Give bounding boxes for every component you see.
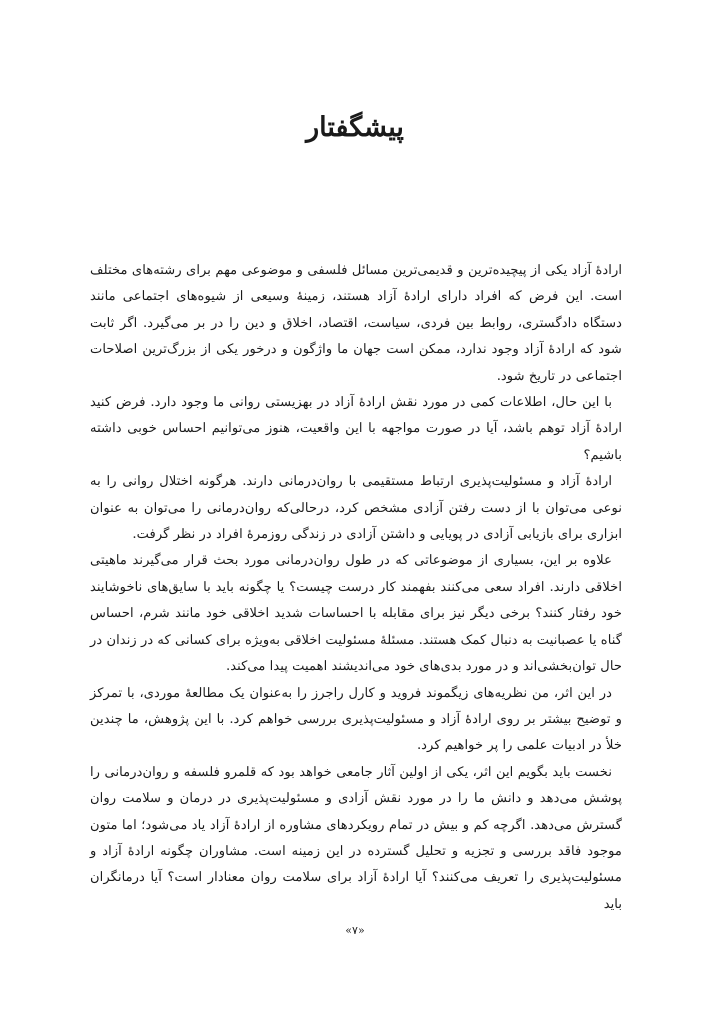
page-number: «۷» [345, 924, 365, 937]
paragraph: ارادهٔ آزاد یکی از پیچیده‌ترین و قدیمی‌ترین مسائل فلسفی و موضوعی مهم برای رشته‌های مختلف است. این فرض که افراد دارای ارادهٔ آزاد هستند، زمینهٔ وسیعی از شیوه‌های اجتماعی مانند دستگاه دادگستری، روابط بین فردی، سیاست، اقتصاد، اخلاق و دین را در بر می‌گیرد. اگر ثابت شود که ارادهٔ آزاد وجود ندارد، ممکن است جهان ما واژگون و درخور یکی از بزرگ‌ترین اصلاحات اجتماعی در تاریخ شود. [90, 263, 622, 384]
paragraph: ارادهٔ آزاد و مسئولیت‌پذیری ارتباط مستقیمی با روان‌درمانی دارند. هرگونه اختلال روانی را به نوعی می‌توان با از دست رفتن آزادی مشخص کرد، درحالی‌که روان‌درمانی را می‌توان به عنوان ابزاری برای بازیابی آزادی در پویایی و داشتن آزادی در زندگی روزمرهٔ افراد در نظر گرفت. [90, 474, 622, 543]
chapter-title: پیشگفتار [306, 112, 404, 143]
body-text [90, 258, 622, 918]
paragraph: در این اثر، من نظریه‌های زیگموند فروید و کارل راجرز را به‌عنوان یک مطالعهٔ موردی، با تمرکز و توضیح بیشتر بر روی ارادهٔ آزاد و مسئولیت‌پذیری بررسی خواهم کرد. با این پژوهش، ما چندین خلأ در ادبیات علمی را پر خواهیم کرد. [90, 685, 622, 754]
paragraph: علاوه بر این، بسیاری از موضوعاتی که در طول روان‌درمانی مورد بحث قرار می‌گیرند ماهیتی اخلاقی دارند. افراد سعی می‌کنند بفهمند کار درست چیست؟ یا چگونه باید با سایق‌های ناخوشایند خود رفتار کنند؟ برخی دیگر نیز برای مقابله با احساسات شدید اخلاقی خود مانند شرم، احساس گناه یا عصبانیت به دنبال کمک هستند. مسئلهٔ مسئولیت اخلاقی به‌ویژه برای کسانی که در زندان در حال توان‌بخشی‌اند و در مورد بدی‌های خود می‌اندیشند اهمیت پیدا می‌کند. [90, 553, 622, 675]
paragraph: نخست باید بگویم این اثر، یکی از اولین آثار جامعی خواهد بود که قلمرو فلسفه و روان‌درمانی را پوشش می‌دهد و دانش ما را در مورد نقش آزادی و مسئولیت‌پذیری در درمان و سلامت روان گسترش می‌دهد. اگرچه کم و بیش در تمام رویکردهای مشاوره از ارادهٔ آزاد یاد می‌شود؛ اما متون موجود فاقد بررسی و تجزیه و تحلیل گسترده در این زمینه است. مشاوران چگونه ارادهٔ آزاد و مسئولیت‌پذیری را تعریف می‌کنند؟ آیا ارادهٔ آزاد برای سلامت روان معنادار است؟ آیا درمانگران باید [90, 764, 622, 912]
paragraph: با این حال، اطلاعات کمی در مورد نقش ارادهٔ آزاد در بهزیستی روانی ما وجود دارد. فرض کنید ارادهٔ آزاد توهم باشد، آیا در صورت مواجهه با این واقعیت، هنوز می‌توانیم احساس خوبی داشته باشیم؟ [90, 395, 622, 463]
